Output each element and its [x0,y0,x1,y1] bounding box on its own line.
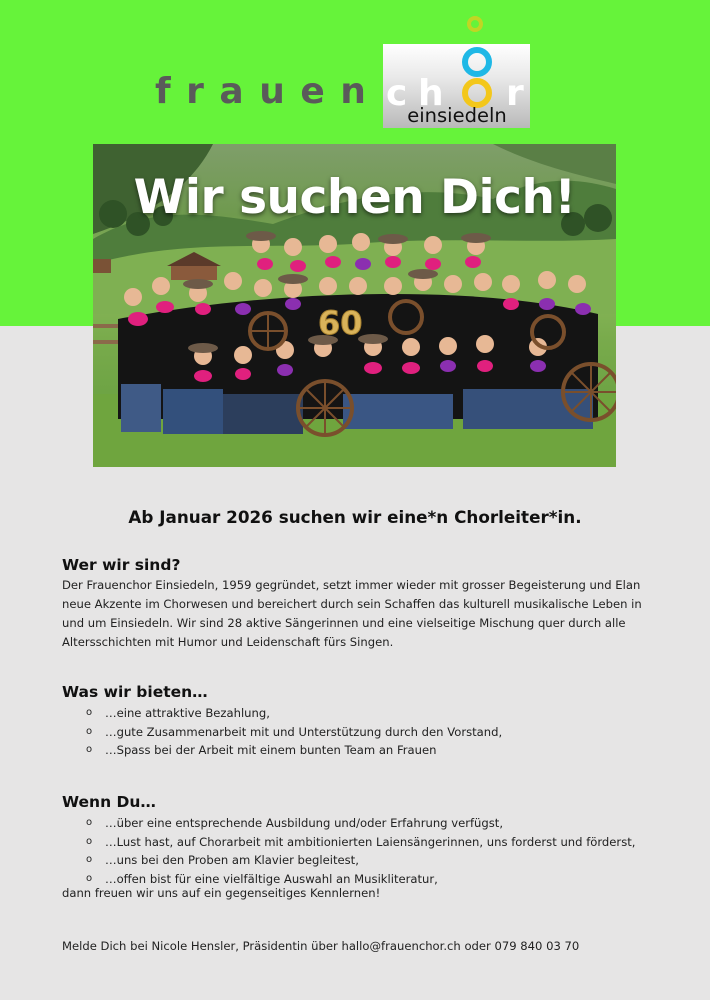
bullet-icon: o [86,725,93,737]
section-title-offer: Was wir bieten… [62,683,208,701]
logo-word-frauen: frauen [155,71,382,112]
closing-line: dann freuen wir uns auf ein gegenseitiges Kennlernen! [62,886,381,900]
logo-circle-cyan [462,47,492,77]
section-title-requirements: Wenn Du… [62,793,156,811]
logo-letter-c: c [386,73,408,114]
bullet-icon: o [86,872,93,884]
logo-circle-lime [467,16,483,32]
about-line: neue Akzente im Chorwesen und bereichert durch sein Schaffen das kulturell musikalische Leben in [62,597,642,611]
bullet-icon: o [86,817,93,828]
bullet-icon: o [86,854,93,865]
choir-group-photo [93,144,616,467]
about-paragraph [62,576,652,652]
logo-letter-r: r [506,73,524,114]
about-line: Altersschichten mit Humor und Leidenschaft fürs Singen. [62,635,394,649]
contact-line: Melde Dich bei Nicole Hensler, Präsidentin über hallo@frauenchor.ch oder 079 840 03 70 [62,939,580,953]
bullet-icon: o [86,744,93,755]
about-line: Der Frauenchor Einsiedeln, 1959 gegründet, setzt immer wieder mit grosser Begeisterung und Elan [62,578,641,592]
bullet-icon: o [86,707,93,718]
balloon-60: 60 [318,304,363,342]
section-title-about: Wer wir sind? [62,556,181,574]
logo-subtitle: einsiedeln [407,104,507,127]
bullet-icon: o [86,835,93,847]
logo-letter-h: h [418,73,444,114]
job-subtitle: Ab Januar 2026 suchen wir eine*n Chorleiter*in. [128,507,582,527]
headline: Wir suchen Dich! [133,170,576,225]
about-line: und um Einsiedeln. Wir sind 28 aktive Sängerinnen und eine vielseitige Mischung quer durch alle [62,616,626,630]
